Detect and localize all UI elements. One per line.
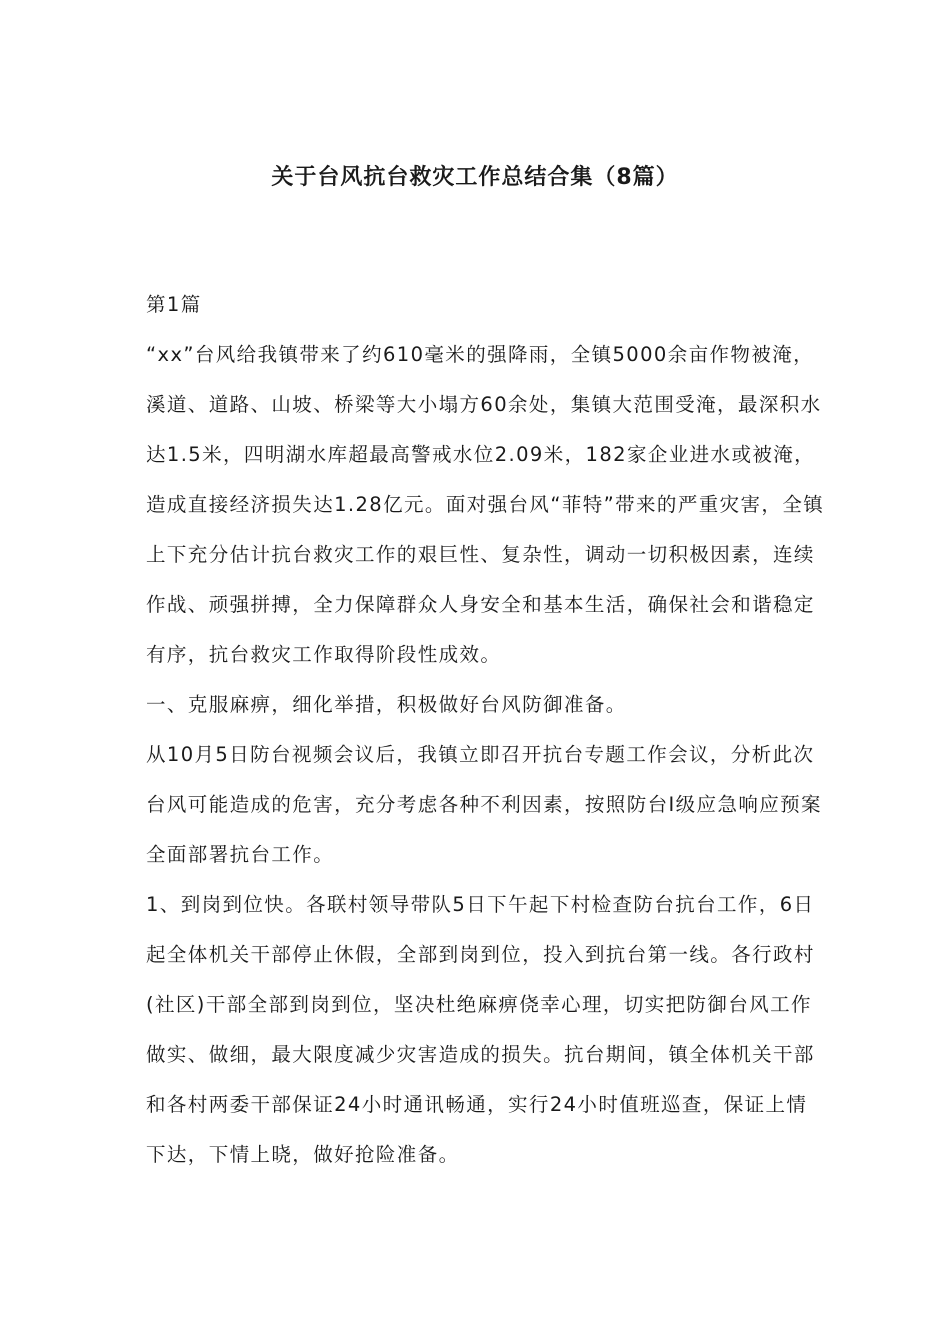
document-body	[146, 280, 826, 1180]
paragraph-heading: 一、克服麻痹，细化举措，积极做好台风防御准备。	[146, 693, 627, 716]
paragraph: 从10月5日防台视频会议后，我镇立即召开抗台专题工作会议，分析此次台风可能造成的危害，充分考虑各种不利因素，按照防台Ⅰ级应急响应预案全面部署抗台工作。	[146, 743, 822, 866]
document-title: 关于台风抗台救灾工作总结合集（8篇）	[271, 165, 679, 190]
paragraph: 1、到岗到位快。各联村领导带队5日下午起下村检查防台抗台工作，6日起全体机关干部停止休假，全部到岗到位，投入到抗台第一线。各行政村(社区)干部全部到岗到位，坚决杜绝麻痹侥幸心理，切实把防御台风工作做实、做细，最大限度减少灾害造成的损失。抗台期间，镇全体机关干部和各村两委干部保证24小时通讯畅通，实行24小时值班巡查，保证上情下达，下情上晓，做好抢险准备。	[146, 893, 815, 1166]
section-heading: 第1篇	[146, 293, 202, 316]
paragraph: “xx”台风给我镇带来了约610毫米的强降雨，全镇5000余亩作物被淹，溪道、道路、山坡、桥梁等大小塌方60余处，集镇大范围受淹，最深积水达1.5米，四明湖水库超最高警戒水位2.09米，182家企业进水或被淹，造成直接经济损失达1.28亿元。面对强台风“菲特”带来的严重灾害，全镇上下充分估计抗台救灾工作的艰巨性、复杂性，调动一切积极因素，连续作战、顽强拼搏，全力保障群众人身安全和基本生活，确保社会和谐稳定有序，抗台救灾工作取得阶段性成效。	[146, 343, 825, 666]
